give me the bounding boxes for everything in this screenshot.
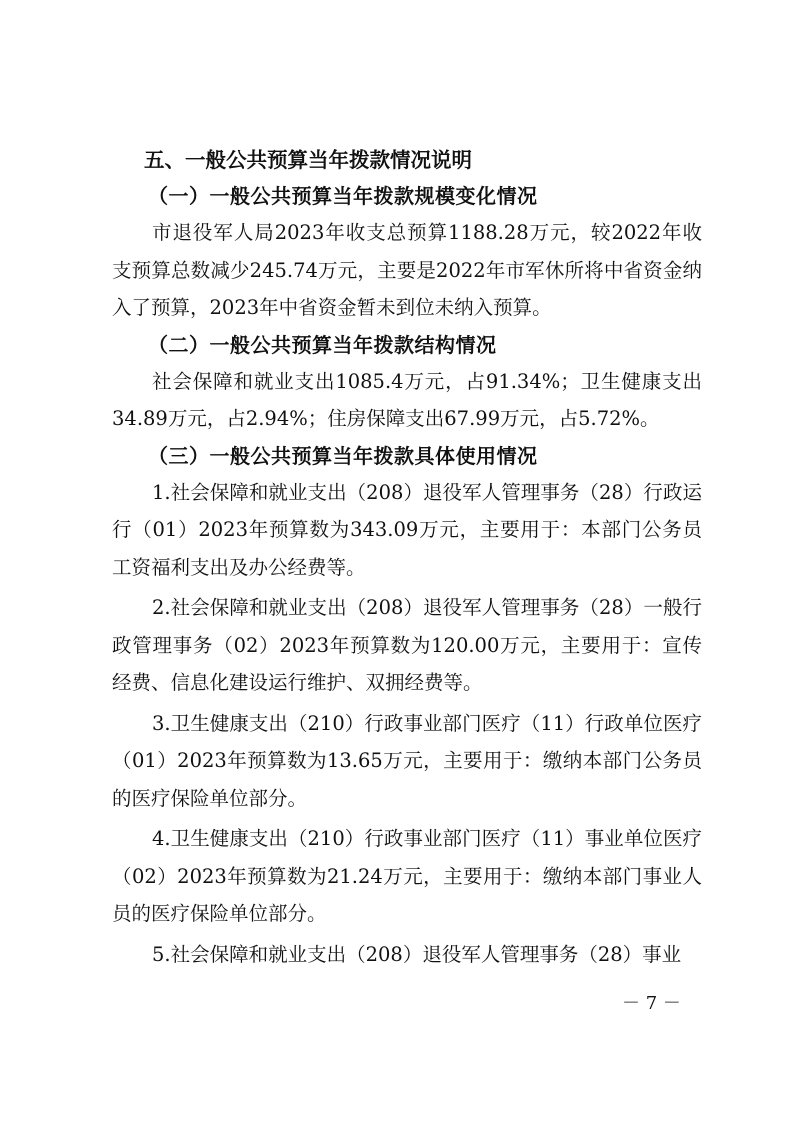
document-body <box>112 142 702 973</box>
subsection-heading-scale: （一）一般公共预算当年拨款规模变化情况 <box>148 184 538 208</box>
paragraph-scale-change: 市退役军人局2023年收支总预算1188.28万元，较2022年收支预算总数减少245.74万元，主要是2022年市军休所将中省资金纳入了预算，2023年中省资金暂未到位未纳入预算。 <box>112 221 702 319</box>
section-heading: 五、一般公共预算当年拨款情况说明 <box>144 148 472 172</box>
paragraph-usage-item-5: 5.社会保障和就业支出（208）退役军人管理事务（28）事业 <box>152 942 682 966</box>
subsection-heading-usage: （三）一般公共预算当年拨款具体使用情况 <box>148 443 538 468</box>
paragraph-usage-item-4: 4.卫生健康支出（210）行政事业部门医疗（11）事业单位医疗（02）2023年预算数为21.24万元，主要用于：缴纳本部门事业人员的医疗保险单位部分。 <box>112 827 702 925</box>
paragraph-usage-item-1: 1.社会保障和就业支出（208）退役军人管理事务（28）行政运行（01）2023年预算数为343.09万元，主要用于：本部门公务员工资福利支出及办公经费等。 <box>112 480 702 579</box>
paragraph-structure: 社会保障和就业支出1085.4万元，占91.34%；卫生健康支出34.89万元，占2.94%；住房保障支出67.99万元，占5.72%。 <box>112 369 702 430</box>
paragraph-usage-item-3: 3.卫生健康支出（210）行政事业部门医疗（11）行政单位医疗（01）2023年预算数为13.65万元，主要用于：缴纳本部门公务员的医疗保险单位部分。 <box>112 711 702 810</box>
paragraph-usage-item-2: 2.社会保障和就业支出（208）退役军人管理事务（28）一般行政管理事务（02）2023年预算数为120.00万元，主要用于：宣传经费、信息化建设运行维护、双拥经费等。 <box>112 596 702 694</box>
page-number: － 7 － <box>622 993 681 1014</box>
subsection-heading-structure: （二）一般公共预算当年拨款结构情况 <box>148 332 497 357</box>
